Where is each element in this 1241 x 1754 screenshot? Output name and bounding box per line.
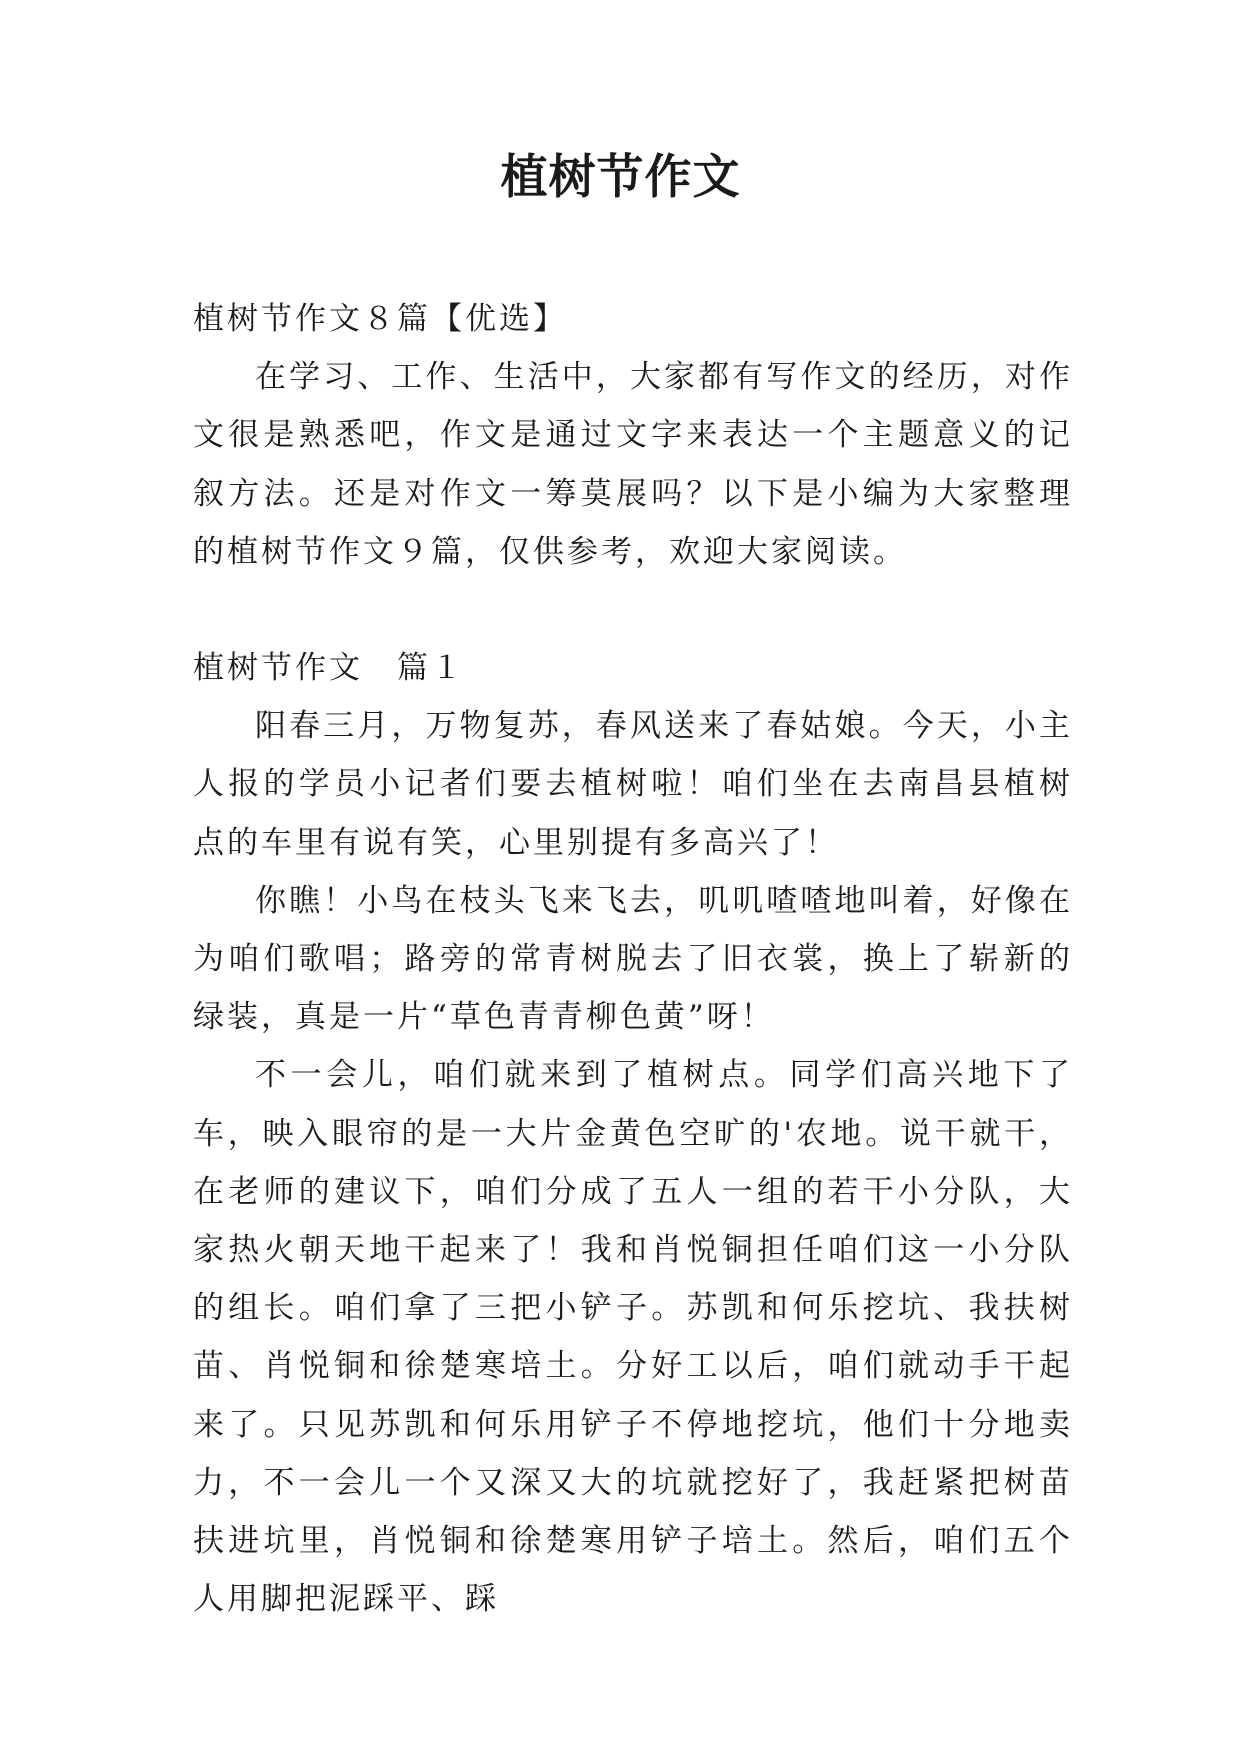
section-spacer bbox=[193, 581, 1073, 639]
body-paragraph: 你瞧！小鸟在枝头飞来飞去，叽叽喳喳地叫着，好像在为咱们歌唱；路旁的常青树脱去了旧衣裳，换上了崭新的绿装，真是一片“草色青青柳色黄”呀！ bbox=[193, 882, 1073, 1036]
intro-paragraph: 在学习、工作、生活中，大家都有写作文的经历，对作文很是熟悉吧，作文是通过文字来表达一个主题意义的记叙方法。还是对作文一筹莫展吗？以下是小编为大家整理的植树节作文９篇，仅供参考，欢迎大家阅读。 bbox=[193, 359, 1073, 570]
document-subtitle: 植树节作文８篇【优选】 bbox=[193, 301, 567, 337]
body-paragraph: 不一会儿，咱们就来到了植树点。同学们高兴地下了车，映入眼帘的是一大片金黄色空旷的'农地。说干就干，在老师的建议下，咱们分成了五人一组的若干小分队，大家热火朝天地干起来了！我和肖悦铜担任咱们这一小分队的组长。咱们拿了三把小铲子。苏凯和何乐挖坑、我扶树苗、肖悦铜和徐楚寒培土。分好工以后，咱们就动手干起来了。只见苏凯和何乐用铲子不停地挖坑，他们十分地卖力，不一会儿一个又深又大的坑就挖好了，我赶紧把树苗扶进坑里，肖悦铜和徐楚寒用铲子培土。然后，咱们五个人用脚把泥踩平、踩 bbox=[193, 1057, 1073, 1618]
document-title: 植树节作文 bbox=[500, 150, 741, 205]
document-body bbox=[193, 290, 1073, 1628]
section-heading: 植树节作文 篇１ bbox=[193, 650, 465, 687]
body-paragraph: 阳春三月，万物复苏，春风送来了春姑娘。今天，小主人报的学员小记者们要去植树啦！咱们坐在去南昌县植树点的车里有说有笑，心里别提有多高兴了！ bbox=[193, 708, 1073, 861]
